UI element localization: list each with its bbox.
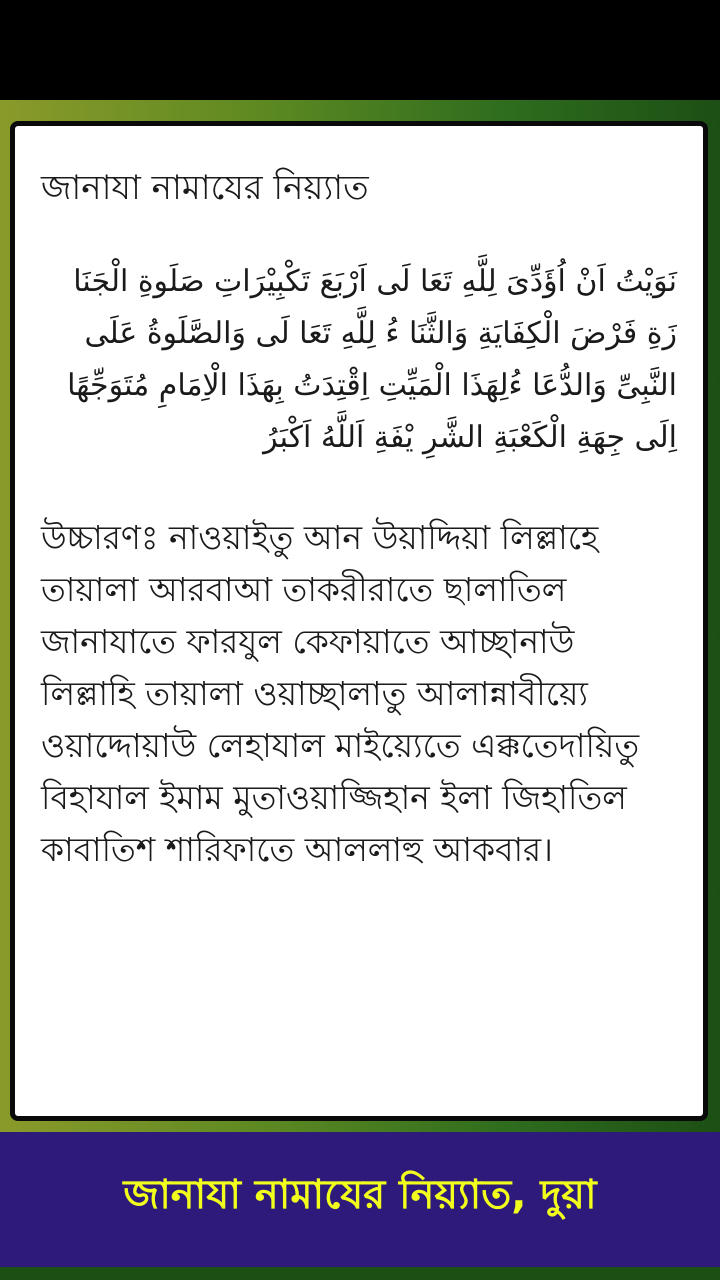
page-title: জানাযা নামাযের নিয়্যাত [41,168,369,208]
pronunciation-text: উচ্চারণঃ নাওয়াইতু আন উয়াদ্দিয়া লিল্লাহে তায়ালা আরবাআ তাকরীরাতে ছালাতিল জানাযাতে ফারযুল কেফায়াতে আচ্ছানাউ লিল্লাহি তায়ালা ওয়াচ্ছালাতু আলান্নাবীয়্যে ওয়াদ্দোয়াউ লেহাযাল মাইয়্যেতে এক্কতেদায়িতু বিহাযাল ইমাম মুতাওয়াজ্জিহান ইলা জিহাতিল কাবাতিশ শারিফাতে আললাহু আকবার। [41,518,640,869]
content-scroll-area[interactable] [15,126,703,876]
content-card[interactable] [10,121,708,1121]
bottom-strip [0,1267,720,1280]
footer-banner [0,1132,720,1267]
footer-title: জানাযা নামাযের নিয়্যাত, দুয়া [123,1171,597,1218]
arabic-niyyat-text: نَوَيْتُ اَنْ اُؤَدِّىَ لِلَّهِ تَعَا لَى اَرْبَعَ تَكْبِيْرَاتِ صَلَوةِ الْجَنَا زَةِ فَرْضَ الْكِفَايَةِ وَالثَّنَا ءُ لِلَّهِ تَعَا لَى وَالصَّلَوةُ عَلَى النَّبِىِّ وَالدُّعَا ءُلِهَذَا الْمَيِّتِ اِقْتِدَتُ بِهَذَا الْاِمَامِ مُتَوَجِّهًا اِلَى جِهَةِ الْكَعْبَةِ الشَّرِ يْفَةِ اَللَّهُ اَكْبَرُ [67,264,677,455]
